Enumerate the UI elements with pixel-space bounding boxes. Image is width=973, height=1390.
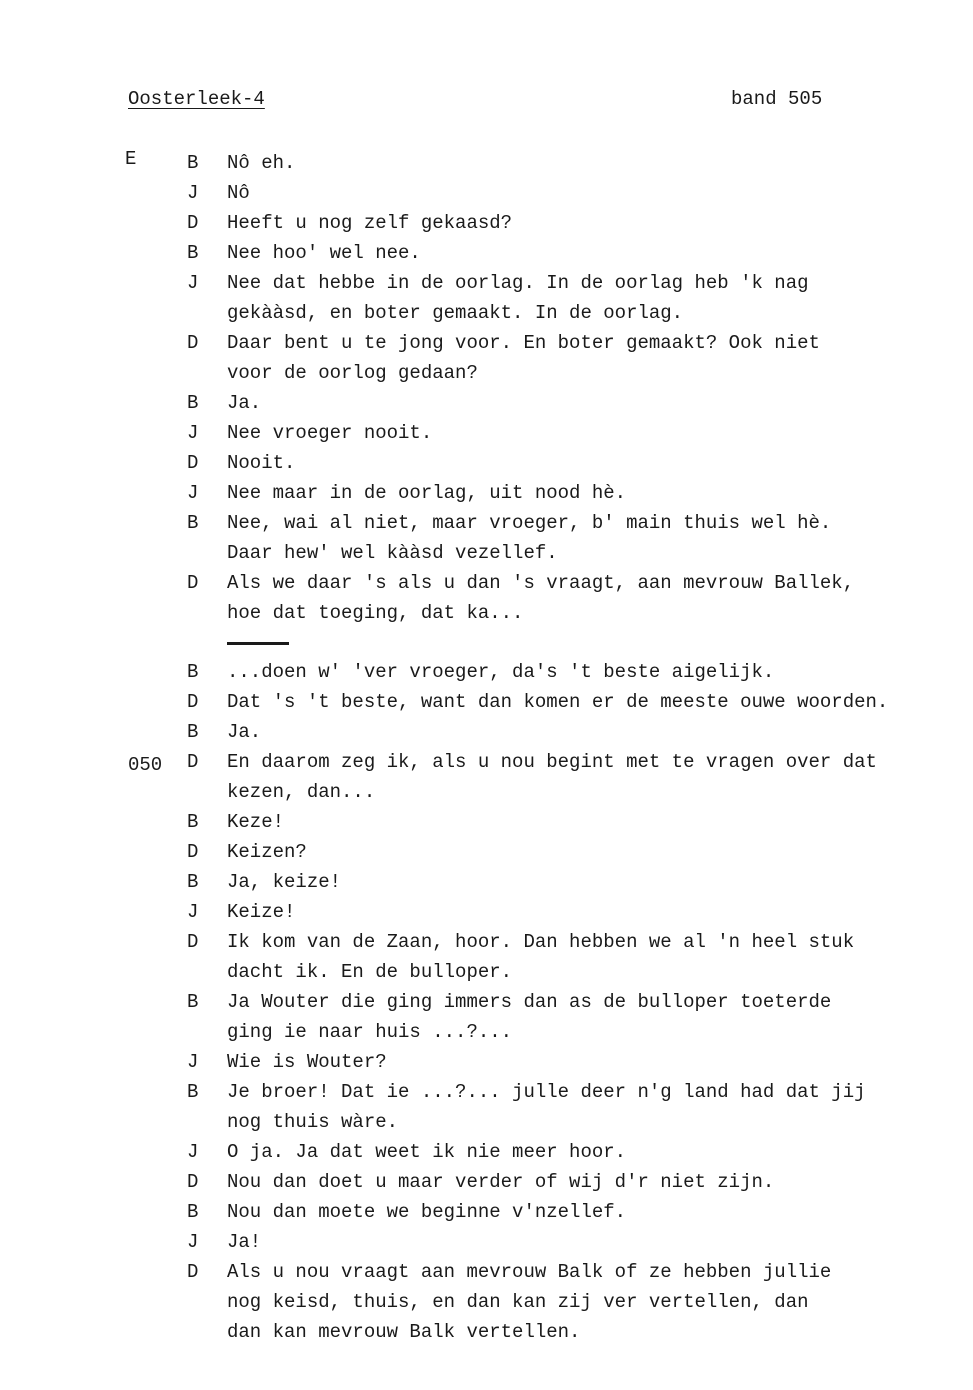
utterance-line: dan kan mevrouw Balk vertellen.: [227, 1321, 581, 1343]
dialogue-turn: [187, 987, 957, 1047]
utterance-line: Nee maar in de oorlag, uit nood hè.: [227, 482, 627, 504]
utterance-line: Nooit.: [227, 452, 296, 474]
utterance-line: Ja.: [227, 392, 262, 414]
utterance-line: Ja!: [227, 1231, 262, 1253]
dialogue-turn: [187, 927, 957, 987]
utterance-line: ging ie naar huis ...?...: [227, 1021, 513, 1043]
dialogue-turn: [187, 837, 957, 867]
dialogue-turn: [187, 1257, 957, 1347]
speaker-label: D: [187, 332, 199, 354]
speaker-label: J: [187, 272, 199, 294]
utterance-line: Heeft u nog zelf gekaasd?: [227, 212, 513, 234]
speaker-label: D: [187, 691, 199, 713]
utterance-line: Ja, keize!: [227, 871, 342, 893]
utterance: [227, 1227, 957, 1257]
utterance-line: Nou dan moete we beginne v'nzellef.: [227, 1201, 627, 1223]
speaker-label: B: [187, 661, 199, 683]
utterance: [227, 687, 957, 717]
speaker-label: J: [187, 1141, 199, 1163]
speaker-label: D: [187, 1261, 199, 1283]
utterance-line: Keze!: [227, 811, 285, 833]
dialogue-turn: [187, 418, 957, 448]
speaker-label: J: [187, 482, 199, 504]
speaker-label: J: [187, 901, 199, 923]
utterance-line: dacht ik. En de bulloper.: [227, 961, 513, 983]
speaker-label: D: [187, 931, 199, 953]
utterance-line: kezen, dan...: [227, 781, 376, 803]
speaker-label: B: [187, 1201, 199, 1223]
speaker-label: J: [187, 1231, 199, 1253]
speaker-label: D: [187, 751, 199, 773]
section-break-rule: [227, 642, 289, 645]
speaker-label: D: [187, 212, 199, 234]
speaker-label: B: [187, 991, 199, 1013]
utterance: [227, 508, 957, 568]
utterance-line: Ja Wouter die ging immers dan as de bulloper toeterde: [227, 991, 832, 1013]
dialogue-turn: [187, 807, 957, 837]
utterance-line: nog thuis wàre.: [227, 1111, 399, 1133]
utterance-line: Keizen?: [227, 841, 307, 863]
speaker-label: B: [187, 512, 199, 534]
dialogue-turn: [187, 208, 957, 238]
speaker-label: B: [187, 721, 199, 743]
speaker-label: J: [187, 182, 199, 204]
speaker-label: J: [187, 422, 199, 444]
dialogue-turn: [187, 747, 957, 807]
utterance: [227, 208, 957, 238]
utterance: [227, 238, 957, 268]
speaker-label: J: [187, 1051, 199, 1073]
utterance: [227, 747, 957, 807]
dialogue-turn: [187, 178, 957, 208]
utterance-line: Nô: [227, 182, 250, 204]
speaker-label: D: [187, 841, 199, 863]
utterance-line: Keize!: [227, 901, 296, 923]
utterance: [227, 867, 957, 897]
dialogue-turn: [187, 388, 957, 418]
utterance: [227, 717, 957, 747]
utterance-line: Je broer! Dat ie ...?... julle deer n'g land had dat jij: [227, 1081, 866, 1103]
utterance: [227, 807, 957, 837]
utterance-line: Nee dat hebbe in de oorlag. In de oorlag heb 'k nag: [227, 272, 809, 294]
utterance-line: Als we daar 's als u dan 's vraagt, aan mevrouw Ballek,: [227, 572, 855, 594]
utterance-line: Daar bent u te jong voor. En boter gemaakt? Ook niet: [227, 332, 820, 354]
dialogue-turn: [187, 657, 957, 687]
dialogue-turn: [187, 717, 957, 747]
utterance-line: ...doen w' 'ver vroeger, da's 't beste aigelijk.: [227, 661, 775, 683]
utterance: [227, 388, 957, 418]
utterance-line: Wie is Wouter?: [227, 1051, 387, 1073]
utterance: [227, 987, 957, 1047]
dialogue-turn: [187, 897, 957, 927]
utterance-line: Ja.: [227, 721, 262, 743]
dialogue-turn: [187, 867, 957, 897]
dialogue-turn: [187, 1077, 957, 1137]
dialogue-turn: [187, 1047, 957, 1077]
speaker-label: B: [187, 392, 199, 414]
dialogue-turn: [187, 238, 957, 268]
transcript: [187, 148, 957, 1347]
speaker-label: D: [187, 1171, 199, 1193]
speaker-label: D: [187, 572, 199, 594]
dialogue-turn: [187, 448, 957, 478]
utterance: [227, 927, 957, 987]
transcript-section-a: [187, 148, 957, 628]
dialogue-turn: [187, 1137, 957, 1167]
dialogue-turn: [187, 1197, 957, 1227]
dialogue-turn: [187, 478, 957, 508]
utterance-line: Nee vroeger nooit.: [227, 422, 433, 444]
utterance-line: Nee, wai al niet, maar vroeger, b' main thuis wel hè.: [227, 512, 832, 534]
utterance-line: Nee hoo' wel nee.: [227, 242, 421, 264]
utterance-line: gekààsd, en boter gemaakt. In de oorlag.: [227, 302, 684, 324]
dialogue-turn: [187, 268, 957, 328]
utterance: [227, 657, 957, 687]
utterance-line: Nô eh.: [227, 152, 296, 174]
transcript-section-b: [187, 657, 957, 1347]
speaker-label: B: [187, 1081, 199, 1103]
speaker-label: B: [187, 871, 199, 893]
utterance-line: Nou dan doet u maar verder of wij d'r niet zijn.: [227, 1171, 775, 1193]
dialogue-turn: [187, 1167, 957, 1197]
tape-number: band 505: [731, 88, 823, 110]
utterance-line: O ja. Ja dat weet ik nie meer hoor.: [227, 1141, 627, 1163]
utterance-line: hoe dat toeging, dat ka...: [227, 602, 524, 624]
speaker-label: D: [187, 452, 199, 474]
utterance: [227, 568, 957, 628]
margin-mark: E: [125, 148, 137, 170]
utterance: [227, 1197, 957, 1227]
dialogue-turn: [187, 148, 957, 178]
utterance-line: nog keisd, thuis, en dan kan zij ver vertellen, dan: [227, 1291, 809, 1313]
dialogue-turn: [187, 508, 957, 568]
utterance: [227, 268, 957, 328]
dialogue-turn: [187, 568, 957, 628]
utterance: [227, 837, 957, 867]
speaker-label: B: [187, 152, 199, 174]
utterance: [227, 328, 957, 388]
utterance: [227, 1167, 957, 1197]
dialogue-turn: [187, 328, 957, 388]
utterance-line: Daar hew' wel kààsd vezellef.: [227, 542, 558, 564]
utterance-line: En daarom zeg ik, als u nou begint met te vragen over dat: [227, 751, 877, 773]
utterance: [227, 1047, 957, 1077]
tape-counter: 050: [128, 754, 163, 776]
utterance: [227, 418, 957, 448]
dialogue-turn: [187, 687, 957, 717]
utterance-line: Dat 's 't beste, want dan komen er de meeste ouwe woorden.: [227, 691, 889, 713]
speaker-label: B: [187, 242, 199, 264]
dialogue-turn: [187, 1227, 957, 1257]
utterance: [227, 478, 957, 508]
utterance: [227, 897, 957, 927]
utterance-line: Als u nou vraagt aan mevrouw Balk of ze hebben jullie: [227, 1261, 832, 1283]
speaker-label: B: [187, 811, 199, 833]
document-title: Oosterleek-4: [128, 88, 265, 110]
utterance: [227, 1137, 957, 1167]
utterance: [227, 148, 957, 178]
utterance-line: voor de oorlog gedaan?: [227, 362, 478, 384]
utterance: [227, 448, 957, 478]
utterance: [227, 178, 957, 208]
utterance-line: Ik kom van de Zaan, hoor. Dan hebben we al 'n heel stuk: [227, 931, 855, 953]
utterance: [227, 1077, 957, 1137]
utterance: [227, 1257, 957, 1347]
